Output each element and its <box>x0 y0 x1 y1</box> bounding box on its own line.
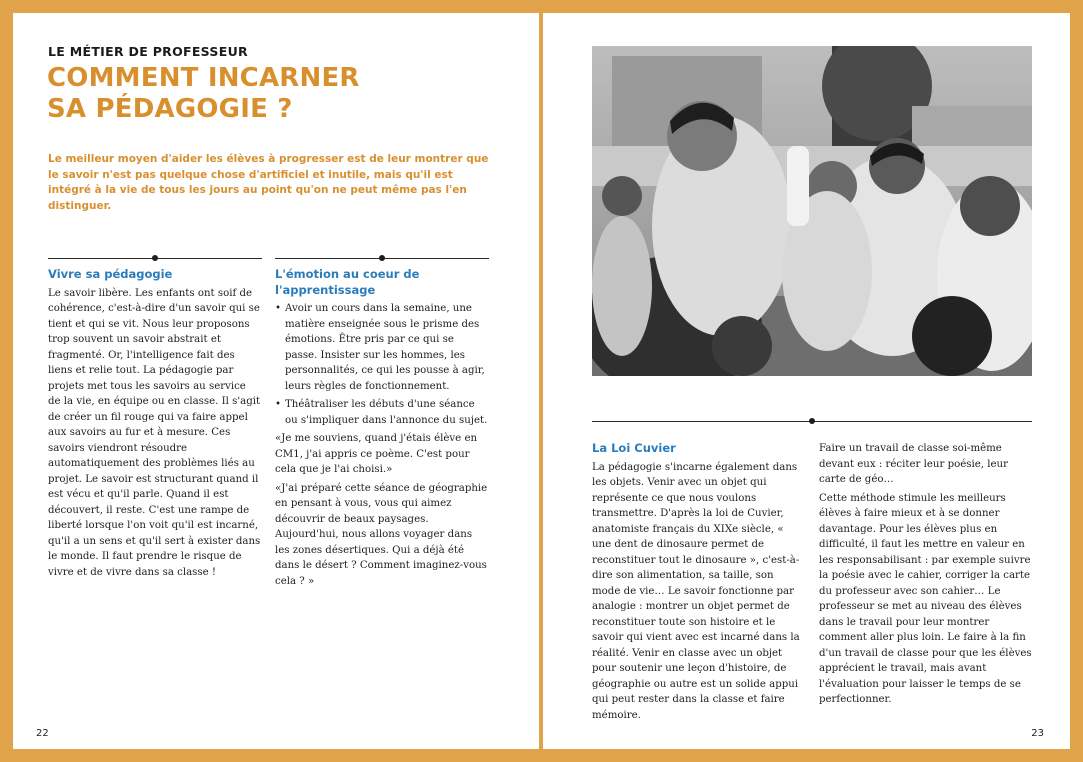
page-number: 22 <box>36 728 49 739</box>
column-paragraph: La pédagogie s'incarne également dans les objets. Venir avec un objet qui représente ce que nous voulons transmettre. D'après la loi de Cuvier, anatomiste français du XIXe siècle, « une dent de dinosaure permet de reconstituer tout le dinosaure », c'est-à-dire son alimentation, sa taille, son mode de vie… Le savoir fonctionne par analogie : montrer un objet permet de reconstituer toute son histoire et le savoir qui vient avec est incarné dans la réalité. Venir en classe avec un objet pour soutenir une leçon d'histoire, de géographie ou autre est un solide appui qui peut rester dans la classe et faire mémoire. <box>592 461 800 721</box>
page-title <box>47 63 360 125</box>
left-page <box>13 13 539 749</box>
quote-paragraph: «J'ai préparé cette séance de géographie en pensant à vous, vous qui aimez découvrir de beaux paysages. Aujourd'hui, nous allons voyager dans les zones désertiques. Qui a déjà été dans le désert ? Comment imaginez-vous cela ? » <box>275 482 488 587</box>
list-item: • Théâtraliser les débuts d'une séance ou s'impliquer dans l'annonce du sujet. <box>285 397 489 428</box>
column-emotion <box>275 267 489 592</box>
classroom-photo-icon <box>592 46 1032 376</box>
title-line-1: COMMENT INCARNER <box>47 63 360 93</box>
column-vivre <box>48 267 261 583</box>
bullet-list <box>275 301 489 428</box>
right-page <box>543 13 1070 749</box>
column-divider <box>275 253 489 263</box>
column-paragraph: Faire un travail de classe soi-même devant eux : réciter leur poésie, leur carte de géo… <box>819 443 1008 485</box>
column-heading: Vivre sa pédagogie <box>48 267 173 281</box>
section-divider <box>592 416 1032 426</box>
divider-dot-icon <box>379 255 385 261</box>
page-number: 23 <box>1031 728 1044 739</box>
section-kicker: LE MÉTIER DE PROFESSEUR <box>48 44 248 59</box>
lead-paragraph: Le meilleur moyen d'aider les élèves à progresser est de leur montrer que le savoir n'est pas quelque chose d'artificiel et inutile, mais qu'il est intégré à la vie de tous les jours au point qu'on ne peut même pas l'en distinguer. <box>48 153 489 212</box>
column-travail-classe <box>819 441 1032 711</box>
column-heading: L'émotion au coeur de l'apprentissage <box>275 267 420 297</box>
divider-dot-icon <box>152 255 158 261</box>
column-loi-cuvier <box>592 441 804 726</box>
quote-paragraph: «Je me souviens, quand j'étais élève en CM1, j'ai appris ce poème. C'est pour cela que je l'ai choisi.» <box>275 433 478 475</box>
column-divider <box>48 253 262 263</box>
column-paragraph: Cette méthode stimule les meilleurs élèves à faire mieux et à se donner davantage. Pour les élèves plus en difficulté, il faut les mettre en valeur en les responsabilisant : par exemple suivre la poésie avec le cahier, corriger la carte du professeur avec son cahier… Le professeur se met au niveau des élèves dans le travail pour leur montrer comment aller plus loin. Le faire à la fin d'un travail de classe pour que les élèves apprécient le travail, mais avant l'évaluation pour laisser le temps de se perfectionner. <box>819 492 1032 705</box>
divider-dot-icon <box>809 418 815 424</box>
column-heading: La Loi Cuvier <box>592 441 676 455</box>
list-item: • Avoir un cours dans la semaine, une matière enseignée sous le prisme des émotions. Être pris par ce qui se passe. Insister sur les hommes, les personnalités, ce qui les pousse à agir, leurs règles de fonctionnement. <box>285 301 489 394</box>
column-paragraph: Le savoir libère. Les enfants ont soif de cohérence, c'est-à-dire d'un savoir qui se tient et qui se vit. Nous leur proposons trop souvent un savoir abstrait et fragmenté. Or, l'intelligence fait des liens et relie tout. La pédagogie par projets met tous les savoirs au service de la vie, en équipe ou en classe. Il s'agit de créer un fil rouge qui va faire appel aux savoirs au fur et à mesure. Ces savoirs viendront résoudre automatiquement des problèmes liés au projet. Le savoir est structurant quand il est vécu et qu'il parle. Quand il est découvert, il reste. C'est une rampe de liberté lorsque l'on voit qu'il est incarné, qu'il a un sens et qu'il sert à exister dans le monde. Il faut prendre le risque de vivre et de vivre dans sa classe ! <box>48 287 261 578</box>
title-line-2: SA PÉDAGOGIE ? <box>47 94 293 124</box>
